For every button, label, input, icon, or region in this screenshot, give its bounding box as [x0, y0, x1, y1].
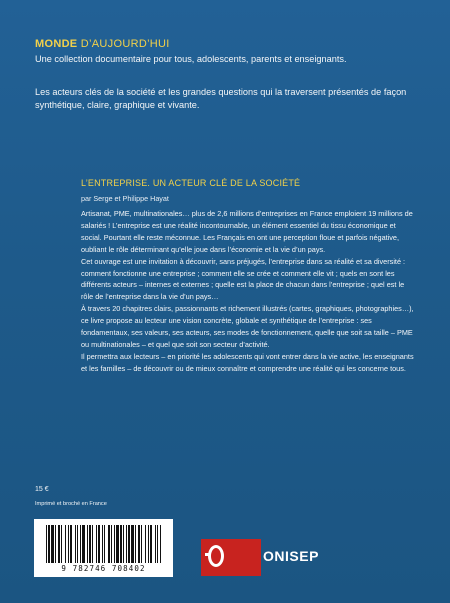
summary-paragraph: Artisanat, PME, multinationales… plus de 2,6 millions d’entreprises en France emploient 19 millions de salariés ! L’entreprise est une réalité incontournable, un élément essentiel du tissu économique et social. Pourtant elle reste méconnue. Les Français en ont une perception floue et parfois négative, oubliant le rôle déterminant qu’elle joue dans l’économie et la vie d’un pays.: [81, 209, 413, 254]
book-title: L’ENTREPRISE. UN ACTEUR CLÉ DE LA SOCIÉTÉ: [81, 178, 301, 188]
book-summary: [81, 208, 416, 375]
publisher-name: ONISEP: [263, 548, 319, 564]
book-authors: par Serge et Philippe Hayat: [81, 194, 169, 203]
barcode-number: 9 782746 708402: [61, 564, 146, 573]
price: 15 €: [35, 486, 49, 493]
summary-paragraph: Cet ouvrage est une invitation à découvrir, sans préjugés, l’entreprise dans sa réalité et sa diversité : comment fonctionne une entreprise ; comment elle se crée et comment elle vit ; quels en sont les différents acteurs – internes et externes ; quelle est la place de chacun dans l’entreprise ; quel est le rôle de l’entreprise dans la vie d’un pays…: [81, 256, 406, 302]
series-description-2: Les acteurs clés de la société et les grandes questions qui la traversent présentés de façon synthétique, claire, graphique et vivante.: [35, 87, 407, 110]
summary-paragraph: Il permettra aux lecteurs – en priorité les adolescents qui vont entrer dans la vie active, les enseignants et les familles – de découvrir ou de mieux connaître et comprendre une réalité qui les concerne tous.: [81, 351, 414, 373]
publisher-logo: [201, 539, 261, 576]
series-description: Une collection documentaire pour tous, adolescents, parents et enseignants.: [35, 54, 347, 64]
logo-o-mark: [208, 545, 224, 567]
series-title: [35, 38, 170, 50]
series-name-bold: MONDE: [35, 38, 78, 50]
barcode-bars: [44, 525, 163, 563]
printed-in: Imprimé et broché en France: [35, 501, 107, 507]
logo-dash-mark: [205, 553, 211, 556]
series-name-rest: D’AUJOURD’HUI: [77, 38, 170, 50]
summary-paragraph: À travers 20 chapitres clairs, passionnants et richement illustrés (cartes, graphiques, photographies…), ce livre propose au lecteur une vision concrète, globale et synthétique de l’entreprise : ses fondamentaux, ses valeurs, ses acteurs, ses modes de fonctionnement, quelle que soit sa taille – PME ou multinationales – et quel que soit son secteur d’activité.: [81, 304, 414, 349]
barcode: [34, 519, 173, 577]
